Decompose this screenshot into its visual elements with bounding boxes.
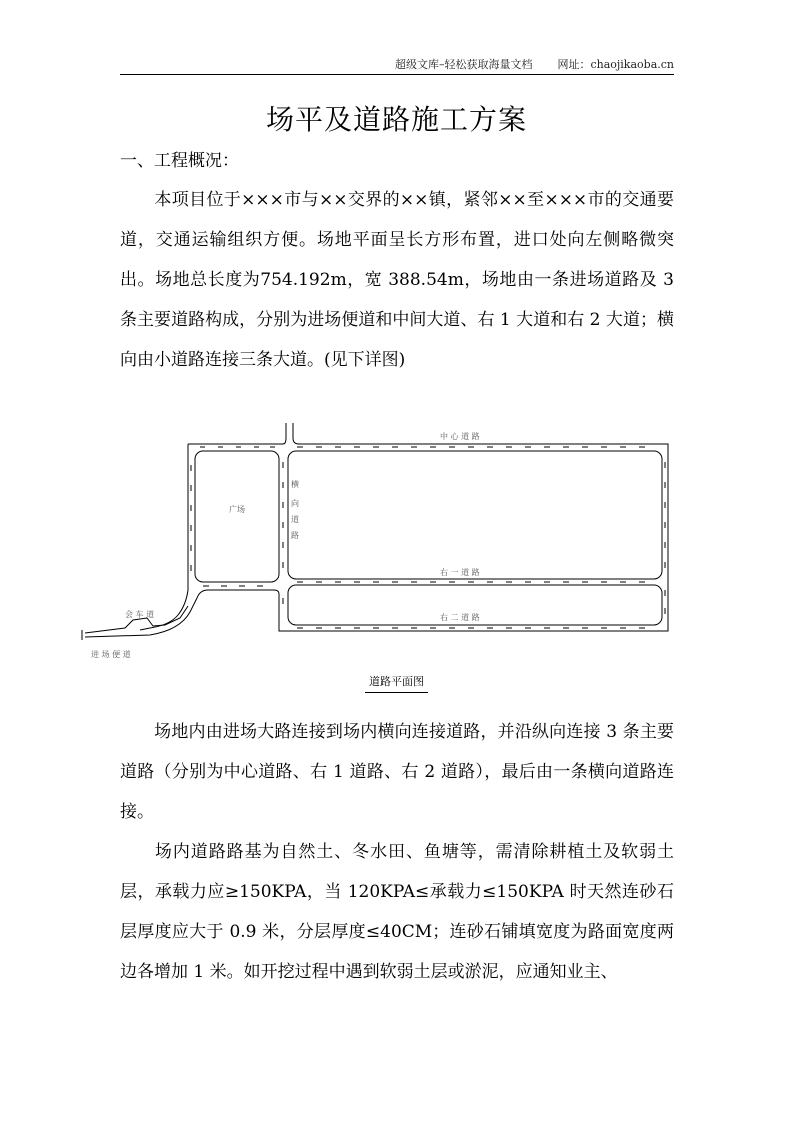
label-plaza: 广场 bbox=[229, 505, 245, 514]
site-name: 超级文库–轻松获取海量文档 bbox=[394, 58, 533, 71]
label-right-two-road: 右 二 道 路 bbox=[440, 613, 480, 622]
page-header bbox=[120, 56, 674, 75]
label-access-road: 进 场 便 道 bbox=[91, 650, 131, 659]
label-center-road: 中 心 道 路 bbox=[440, 432, 480, 441]
label-passing-bay: 会 车 道 bbox=[125, 610, 155, 619]
figure-caption bbox=[0, 673, 793, 693]
label-right-one-road: 右 一 道 路 bbox=[440, 568, 480, 577]
label-cross-road-4: 路 bbox=[291, 531, 299, 540]
paragraph-road-layout bbox=[120, 712, 674, 832]
document-title: 场平及道路施工方案 bbox=[265, 103, 527, 136]
caption-text: 道路平面图 bbox=[365, 673, 428, 693]
paragraph-text: 场地内由进场大路连接到场内横向连接道路，并沿纵向连接 3 条主要道路（分别为中心道路、右 1 道路、右 2 道路），最后由一条横向道路连接。 bbox=[120, 722, 674, 822]
site-url: 网址：chaojikaoba.cn bbox=[557, 58, 674, 71]
label-cross-road-1: 横 bbox=[291, 480, 299, 489]
section-heading: 一、工程概况： bbox=[120, 151, 239, 171]
paragraph-overview bbox=[120, 180, 674, 380]
paragraph-subgrade bbox=[120, 832, 674, 992]
paragraph-text: 场内道路路基为自然土、冬水田、鱼塘等，需清除耕植土及软弱土层，承载力应≥150KPA，当 120KPA≤承载力≤150KPA 时天然连砂石层厚度应大于 0.9 米，分层厚度≤40CM；连砂石铺填宽度为路面宽度两边各增加 1 米。如开挖过程中遇到软弱土层或淤泥，应通知业主、 bbox=[120, 842, 674, 982]
paragraph-text: 本项目位于×××市与××交界的××镇，紧邻××至×××市的交通要道，交通运输组织方便。场地平面呈长方形布置，进口处向左侧略微突出。场地总长度为754.192m，宽 388.54m，场地由一条进场道路及 3 条主要道路构成，分别为进场便道和中间大道、右 1 大道和右 2 大道；横向由小道路连接三条大道。(见下详图) bbox=[120, 190, 674, 370]
label-cross-road-3: 道 bbox=[291, 515, 299, 524]
label-cross-road-2: 向 bbox=[291, 499, 299, 508]
road-plan-diagram bbox=[70, 415, 680, 670]
